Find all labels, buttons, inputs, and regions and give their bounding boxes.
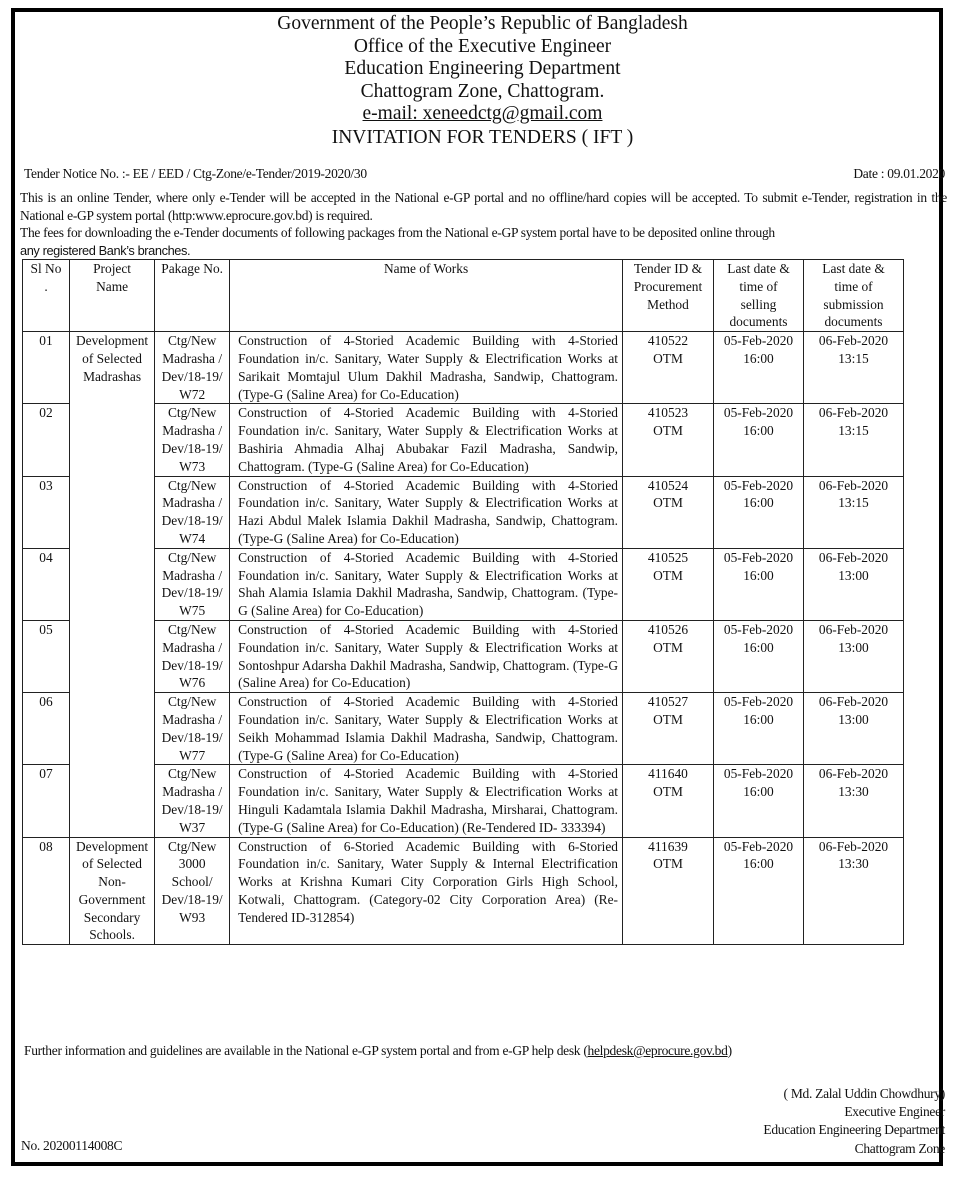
department-heading: Education Engineering Department xyxy=(344,58,621,80)
signatory-department: Education Engineering Department xyxy=(763,1122,945,1138)
selling-time: 16:00 xyxy=(743,495,774,511)
cell-sl-no: 05 xyxy=(23,620,70,692)
tender-id-value: 410523 xyxy=(647,405,689,421)
reference-number: No. 20200114008C xyxy=(21,1138,123,1153)
selling-date: 05-Feb-2020 xyxy=(723,766,794,782)
table-row xyxy=(23,476,904,548)
cell-submission-deadline xyxy=(804,837,904,945)
cell-submission-deadline xyxy=(804,620,904,692)
cell-sl-no: 03 xyxy=(23,476,70,548)
submission-date: 06-Feb-2020 xyxy=(818,333,889,349)
selling-date: 05-Feb-2020 xyxy=(723,694,794,710)
submission-time: 13:00 xyxy=(838,711,869,727)
cell-submission-deadline xyxy=(804,693,904,765)
cell-name-of-works: Construction of 4-Storied Academic Building with 4-Storied Foundation in/c. Sanitary, Water Supply & Electrification Works at Sontoshpur Adarsha Dakhil Madrasha, Sandwip, Chattogram. (Type-G (Saline Area) for Co-Education) xyxy=(230,620,623,692)
procurement-method: OTM xyxy=(653,350,683,366)
cell-name-of-works: Construction of 4-Storied Academic Building with 4-Storied Foundation in/c. Sanitary, Water Supply & Electrification Works at Bashiria Ahmadia Alhaj Abubakar Fazil Madrasha, Sandwip, Chattogram. (Type-G (Saline Area) for Co-Education) xyxy=(230,404,623,476)
cell-package-no: Ctg/New Madrasha / Dev/18-19/ W77 xyxy=(155,693,230,765)
header-submission-date: Last date & time of submission documents xyxy=(804,260,904,332)
selling-date: 05-Feb-2020 xyxy=(723,477,794,493)
submission-date: 06-Feb-2020 xyxy=(818,621,889,637)
table-row xyxy=(23,693,904,765)
table-row xyxy=(23,332,904,404)
procurement-method: OTM xyxy=(653,639,683,655)
cell-selling-deadline xyxy=(714,476,804,548)
submission-time: 13:30 xyxy=(838,856,869,872)
header-sl-no: Sl No . xyxy=(23,260,70,332)
tender-id-value: 410527 xyxy=(647,694,689,710)
submission-time: 13:00 xyxy=(838,567,869,583)
cell-tender-id xyxy=(623,332,714,404)
selling-time: 16:00 xyxy=(743,423,774,439)
selling-time: 16:00 xyxy=(743,784,774,800)
intro-paragraph-2-tail: any registered Bank’s branches. xyxy=(20,242,191,258)
cell-selling-deadline xyxy=(714,404,804,476)
notice-row xyxy=(24,166,945,182)
submission-time: 13:30 xyxy=(838,784,869,800)
selling-date: 05-Feb-2020 xyxy=(723,838,794,854)
cell-sl-no: 04 xyxy=(23,548,70,620)
selling-time: 16:00 xyxy=(743,639,774,655)
cell-sl-no: 02 xyxy=(23,404,70,476)
submission-time: 13:15 xyxy=(838,423,869,439)
tender-id-value: 410524 xyxy=(647,477,689,493)
intro-paragraph-2-main: The fees for downloading the e-Tender documents of following packages from the National e-GP system portal have to be deposited online through xyxy=(20,225,775,241)
header-project-name: Project Name xyxy=(70,260,155,332)
header-package-no: Pakage No. xyxy=(155,260,230,332)
cell-tender-id xyxy=(623,837,714,945)
cell-sl-no: 06 xyxy=(23,693,70,765)
cell-tender-id xyxy=(623,693,714,765)
cell-project-name: Development of Selected Non-Government Secondary Schools. xyxy=(70,837,155,945)
selling-time: 16:00 xyxy=(743,350,774,366)
procurement-method: OTM xyxy=(653,495,683,511)
cell-tender-id xyxy=(623,548,714,620)
helpdesk-email-link[interactable]: helpdesk@eprocure.gov.bd xyxy=(587,1043,728,1058)
cell-package-no: Ctg/New Madrasha / Dev/18-19/ W74 xyxy=(155,476,230,548)
cell-sl-no: 01 xyxy=(23,332,70,404)
cell-name-of-works: Construction of 6-Storied Academic Building with 6-Storied Foundation in/c. Sanitary, Water Supply & Internal Electrification Works at Krishna Kumari City Corporation Girls High School, Kotwali, Chattogram. (Category-02 City Corporation Area) (Re-Tendered ID-312854) xyxy=(230,837,623,945)
table-body xyxy=(23,332,904,945)
cell-package-no: Ctg/New Madrasha / Dev/18-19/ W72 xyxy=(155,332,230,404)
submission-date: 06-Feb-2020 xyxy=(818,477,889,493)
further-info-close: ) xyxy=(727,1043,732,1058)
cell-name-of-works: Construction of 4-Storied Academic Building with 4-Storied Foundation in/c. Sanitary, Water Supply & Electrification Works at Hazi Abdul Malek Islamia Dakhil Madrasha, Sandwip, Chattogram. (Type-G (Saline Area) for Co-Education) xyxy=(230,476,623,548)
procurement-method: OTM xyxy=(653,784,683,800)
cell-tender-id xyxy=(623,620,714,692)
selling-time: 16:00 xyxy=(743,567,774,583)
selling-date: 05-Feb-2020 xyxy=(723,333,794,349)
cell-name-of-works: Construction of 4-Storied Academic Building with 4-Storied Foundation in/c. Sanitary, Water Supply & Electrification Works at Hinguli Kadamtala Islamia Dakhil Madrasha, Mirsharai, Chattogram. (Type-G (Saline Area) for Co-Education) (Re-Tendered ID- 333394) xyxy=(230,765,623,837)
cell-name-of-works: Construction of 4-Storied Academic Building with 4-Storied Foundation in/c. Sanitary, Water Supply & Electrification Works at Seikh Mohammad Islamia Dakhil Madrasha, Sandwip, Chattogram. (Type-G (Saline Area) for Co-Education) xyxy=(230,693,623,765)
header-name-of-works: Name of Works xyxy=(230,260,623,332)
submission-date: 06-Feb-2020 xyxy=(818,766,889,782)
table-header-row xyxy=(23,260,904,332)
cell-selling-deadline xyxy=(714,620,804,692)
procurement-method: OTM xyxy=(653,711,683,727)
selling-time: 16:00 xyxy=(743,711,774,727)
cell-submission-deadline xyxy=(804,548,904,620)
cell-submission-deadline xyxy=(804,404,904,476)
header-tender-id: Tender ID & Procurement Method xyxy=(623,260,714,332)
further-info-text: Further information and guidelines are available in the National e-GP system portal and from e-GP help desk ( xyxy=(24,1043,588,1058)
cell-package-no: Ctg/New Madrasha / Dev/18-19/ W76 xyxy=(155,620,230,692)
signatory-zone: Chattogram Zone xyxy=(854,1140,945,1156)
tender-id-value: 410526 xyxy=(647,621,689,637)
cell-selling-deadline xyxy=(714,693,804,765)
cell-submission-deadline xyxy=(804,765,904,837)
signatory-designation: Executive Engineer xyxy=(844,1104,945,1120)
cell-selling-deadline xyxy=(714,765,804,837)
cell-package-no: Ctg/New Madrasha / Dev/18-19/ W75 xyxy=(155,548,230,620)
procurement-method: OTM xyxy=(653,856,683,872)
signature-block xyxy=(763,1085,945,1158)
document-title: INVITATION FOR TENDERS ( IFT ) xyxy=(331,126,634,148)
government-heading: Government of the People’s Republic of Bangladesh xyxy=(277,13,688,34)
table-row xyxy=(23,620,904,692)
tender-id-value: 410522 xyxy=(647,333,689,349)
table-row xyxy=(23,548,904,620)
intro-paragraph-2 xyxy=(20,224,947,259)
selling-date: 05-Feb-2020 xyxy=(723,621,794,637)
submission-date: 06-Feb-2020 xyxy=(818,694,889,710)
cell-tender-id xyxy=(623,404,714,476)
submission-date: 06-Feb-2020 xyxy=(818,838,889,854)
header-selling-date: Last date & time of selling documents xyxy=(714,260,804,332)
tender-id-value: 411640 xyxy=(648,766,688,782)
further-info xyxy=(24,1043,732,1059)
email-link[interactable]: e-mail: xeneedctg@gmail.com xyxy=(362,103,603,125)
cell-package-no: Ctg/New Madrasha / Dev/18-19/ W37 xyxy=(155,765,230,837)
notice-date: Date : 09.01.2020 xyxy=(853,166,945,181)
cell-selling-deadline xyxy=(714,332,804,404)
table-row xyxy=(23,404,904,476)
tender-notice-number: Tender Notice No. :- EE / EED / Ctg-Zone/e-Tender/2019-2020/30 xyxy=(24,166,367,181)
cell-name-of-works: Construction of 4-Storied Academic Building with 4-Storied Foundation in/c. Sanitary, Water Supply & Electrification Works at Shah Alamia Islamia Dakhil Madrasha, Sandwip, Chattogram. (Type-G (Saline Area) for Co-Education) xyxy=(230,548,623,620)
cell-package-no: Ctg/New 3000 School/ Dev/18-19/ W93 xyxy=(155,837,230,945)
cell-sl-no: 08 xyxy=(23,837,70,945)
selling-time: 16:00 xyxy=(743,856,774,872)
procurement-method: OTM xyxy=(653,567,683,583)
selling-date: 05-Feb-2020 xyxy=(723,405,794,421)
cell-sl-no: 07 xyxy=(23,765,70,837)
cell-submission-deadline xyxy=(804,332,904,404)
submission-date: 06-Feb-2020 xyxy=(818,549,889,565)
signatory-name: ( Md. Zalal Uddin Chowdhury) xyxy=(783,1086,945,1101)
document-header xyxy=(0,13,965,150)
tender-id-value: 411639 xyxy=(648,838,688,854)
intro-paragraph-1: This is an online Tender, where only e-Tender will be accepted in the National e-GP portal and no offline/hard copies will be accepted. To submit e-Tender, registration in the National e-GP system portal (http:www.eprocure.gov.bd) is required. xyxy=(20,190,947,223)
cell-package-no: Ctg/New Madrasha / Dev/18-19/ W73 xyxy=(155,404,230,476)
office-heading: Office of the Executive Engineer xyxy=(353,35,612,57)
submission-date: 06-Feb-2020 xyxy=(818,405,889,421)
cell-selling-deadline xyxy=(714,837,804,945)
table-row xyxy=(23,765,904,837)
cell-name-of-works: Construction of 4-Storied Academic Building with 4-Storied Foundation in/c. Sanitary, Water Supply & Electrification Works at Sarikait Momtajul Ulum Dakhil Madrasha, Sandwip, Chattogram. (Type-G (Saline Area) for Co-Education) xyxy=(230,332,623,404)
cell-project-name: Development of Selected Madrashas xyxy=(70,332,155,837)
cell-selling-deadline xyxy=(714,548,804,620)
cell-submission-deadline xyxy=(804,476,904,548)
procurement-method: OTM xyxy=(653,423,683,439)
cell-tender-id xyxy=(623,476,714,548)
table-row xyxy=(23,837,904,945)
tender-id-value: 410525 xyxy=(647,549,689,565)
cell-tender-id xyxy=(623,765,714,837)
tender-table xyxy=(22,259,904,945)
selling-date: 05-Feb-2020 xyxy=(723,549,794,565)
intro-text xyxy=(20,189,947,259)
submission-time: 13:00 xyxy=(838,639,869,655)
submission-time: 13:15 xyxy=(838,495,869,511)
zone-heading: Chattogram Zone, Chattogram. xyxy=(360,80,605,102)
submission-time: 13:15 xyxy=(838,350,869,366)
